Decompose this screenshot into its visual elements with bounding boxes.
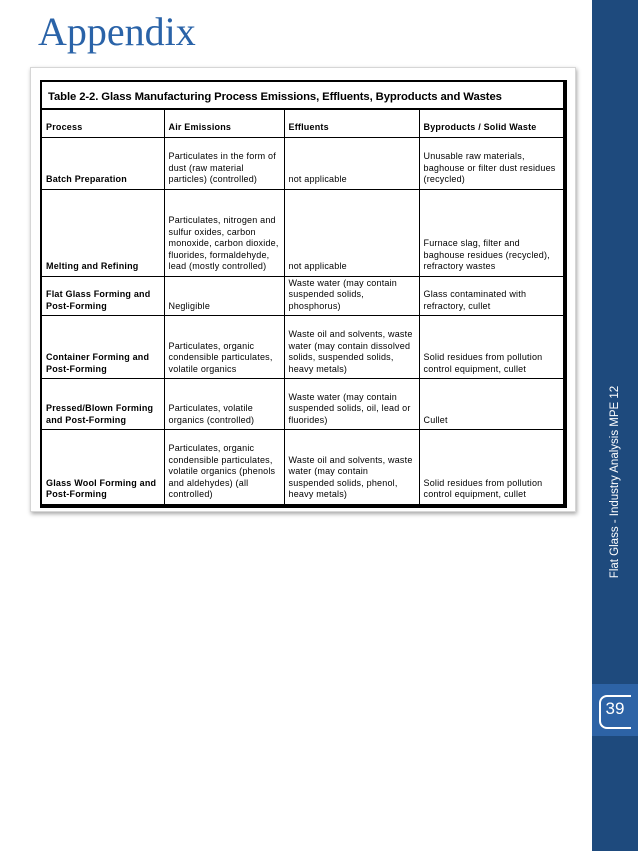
table-row: [42, 430, 563, 504]
cell-air-emissions: Particulates in the form of dust (raw material particles) (controlled): [164, 137, 284, 189]
cell-air-emissions: Particulates, organic condensible particulates, volatile organics: [164, 316, 284, 379]
cell-byproducts: Solid residues from pollution control equipment, cullet: [419, 316, 563, 379]
page-number: 39: [605, 699, 625, 718]
cell-process: Batch Preparation: [42, 137, 164, 189]
cell-effluents: Waste water (may contain suspended solids, oil, lead or fluorides): [284, 379, 419, 430]
table-caption: Table 2-2. Glass Manufacturing Process Emissions, Effluents, Byproducts and Wastes: [42, 82, 563, 110]
cell-process: Container Forming and Post-Forming: [42, 316, 164, 379]
header-effluents: Effluents: [284, 110, 419, 137]
cell-effluents: not applicable: [284, 137, 419, 189]
table-figure: [40, 80, 567, 508]
cell-air-emissions: Particulates, organic condensible particulates, volatile organics (phenols and aldehydes) (all controlled): [164, 430, 284, 504]
emissions-table: [42, 110, 563, 504]
cell-byproducts: Glass contaminated with refractory, cullet: [419, 276, 563, 316]
sidebar-footer-text: Flat Glass - Industry Analysis MPE 12: [609, 385, 621, 579]
cell-air-emissions: Particulates, nitrogen and sulfur oxides, carbon monoxide, carbon dioxide, fluorides, formaldehyde, lead (mostly controlled): [164, 189, 284, 276]
header-air-emissions: Air Emissions: [164, 110, 284, 137]
cell-effluents: Waste water (may contain suspended solids, phosphorus): [284, 276, 419, 316]
table-row: [42, 316, 563, 379]
table-row: [42, 137, 563, 189]
cell-air-emissions: Negligible: [164, 276, 284, 316]
table-row: [42, 379, 563, 430]
table-row: [42, 189, 563, 276]
page-number-box: [592, 684, 638, 736]
cell-byproducts: Unusable raw materials, baghouse or filter dust residues (recycled): [419, 137, 563, 189]
header-byproducts: Byproducts / Solid Waste: [419, 110, 563, 137]
cell-process: Pressed/Blown Forming and Post-Forming: [42, 379, 164, 430]
cell-air-emissions: Particulates, volatile organics (controlled): [164, 379, 284, 430]
cell-byproducts: Cullet: [419, 379, 563, 430]
page-title: Appendix: [38, 9, 196, 54]
cell-process: Glass Wool Forming and Post-Forming: [42, 430, 164, 504]
cell-effluents: Waste oil and solvents, waste water (may contain dissolved solids, suspended solids, heavy metals): [284, 316, 419, 379]
cell-effluents: not applicable: [284, 189, 419, 276]
cell-process: Flat Glass Forming and Post-Forming: [42, 276, 164, 316]
table-header-row: [42, 110, 563, 137]
cell-process: Melting and Refining: [42, 189, 164, 276]
cell-byproducts: Furnace slag, filter and baghouse residues (recycled), refractory wastes: [419, 189, 563, 276]
header-process: Process: [42, 110, 164, 137]
sidebar: [592, 0, 638, 851]
cell-byproducts: Solid residues from pollution control equipment, cullet: [419, 430, 563, 504]
cell-effluents: Waste oil and solvents, waste water (may contain suspended solids, phenol, heavy metals): [284, 430, 419, 504]
table-row: [42, 276, 563, 316]
